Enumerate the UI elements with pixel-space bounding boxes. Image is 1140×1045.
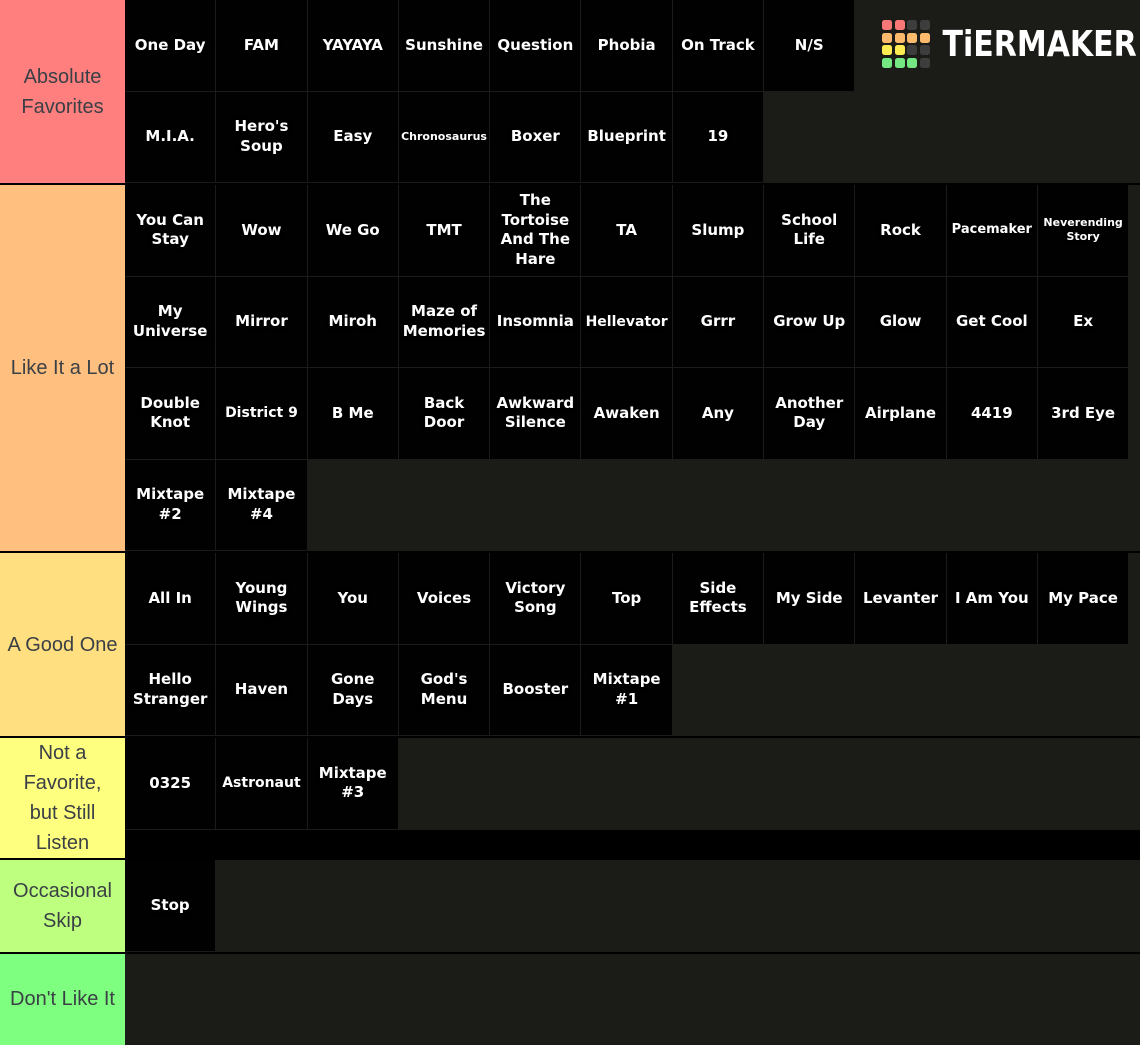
cell-row [125,460,1140,551]
song-item[interactable]: TA [581,185,671,276]
tier-label: Absolute Favorites [0,0,125,183]
tier-row [0,954,1140,1045]
cell-row [125,277,1140,368]
tier-label: Not a Favorite, but Still Listen [0,738,125,858]
song-item[interactable]: You Can Stay [125,185,215,276]
song-item[interactable]: Grow Up [764,277,854,368]
logo-square-dark [907,20,917,30]
song-item[interactable]: Side Effects [673,553,763,644]
song-item[interactable]: Stop [125,860,215,951]
cell-row [125,553,1140,644]
song-item[interactable]: Pacemaker [947,185,1037,276]
song-item[interactable]: Ex [1038,277,1128,368]
tier-dropzone[interactable] [125,185,1140,551]
song-item[interactable]: Hero's Soup [216,92,306,183]
cell-row [125,645,1140,736]
cell-row [125,368,1140,459]
tier-row [0,738,1140,858]
tiermaker-logo [882,19,1137,69]
song-item[interactable]: Double Knot [125,368,215,459]
song-item[interactable]: I Am You [947,553,1037,644]
tier-label: Occasional Skip [0,860,125,952]
cell-row [125,738,1140,829]
song-item[interactable]: Mixtape #3 [308,738,398,829]
song-item[interactable]: Airplane [855,368,945,459]
song-item[interactable]: 0325 [125,738,215,829]
song-item[interactable]: Gone Days [308,645,398,736]
song-item[interactable]: Victory Song [490,553,580,644]
logo-square-red [895,20,905,30]
song-item[interactable]: Levanter [855,553,945,644]
song-item[interactable]: Chronosaurus [399,92,489,183]
song-item[interactable]: Grrr [673,277,763,368]
cell-row [125,185,1140,276]
cell-row [125,860,1140,951]
song-item[interactable]: Miroh [308,277,398,368]
song-item[interactable]: District 9 [216,368,306,459]
song-item[interactable]: Get Cool [947,277,1037,368]
logo-square-dark [920,20,930,30]
song-item[interactable]: Sunshine [399,0,489,91]
logo-square-green [895,58,905,68]
song-item[interactable]: Hellevator [581,277,671,368]
tier-row [0,553,1140,736]
song-item[interactable]: One Day [125,0,215,91]
logo-square-dark [907,45,917,55]
song-item[interactable]: Haven [216,645,306,736]
logo-square-red [882,20,892,30]
song-item[interactable]: 3rd Eye [1038,368,1128,459]
tier-label: Don't Like It [0,954,125,1045]
tiermaker-logo-text: TiERMAKER [943,23,1137,65]
song-item[interactable]: Blueprint [581,92,671,183]
tier-dropzone[interactable] [125,954,1140,1045]
tier-dropzone[interactable] [125,738,1140,830]
song-item[interactable]: Back Door [399,368,489,459]
logo-square-dark [920,58,930,68]
song-item[interactable]: We Go [308,185,398,276]
song-item[interactable]: Mirror [216,277,306,368]
tier-dropzone[interactable] [125,553,1140,736]
song-item[interactable]: Boxer [490,92,580,183]
tier-dropzone[interactable] [125,860,1140,952]
song-item[interactable]: Awkward Silence [490,368,580,459]
song-item[interactable]: Young Wings [216,553,306,644]
song-item[interactable]: Top [581,553,671,644]
song-item[interactable]: My Pace [1038,553,1128,644]
song-item[interactable]: School Life [764,185,854,276]
song-item[interactable]: My Universe [125,277,215,368]
song-item[interactable]: Phobia [581,0,671,91]
logo-square-green [907,58,917,68]
logo-square-orange [882,33,892,43]
song-item[interactable]: Mixtape #1 [581,645,671,736]
tier-label: A Good One [0,553,125,736]
logo-square-dark [920,45,930,55]
song-item[interactable]: Mixtape #4 [216,460,306,551]
logo-square-yellow [882,45,892,55]
song-item[interactable]: Question [490,0,580,91]
song-item[interactable]: Astronaut [216,738,306,829]
tier-row [0,185,1140,551]
song-item[interactable]: God's Menu [399,645,489,736]
song-item[interactable]: Hello Stranger [125,645,215,736]
song-item[interactable]: Any [673,368,763,459]
cell-row [125,92,1140,183]
song-item[interactable]: TMT [399,185,489,276]
song-item[interactable]: YAYAYA [308,0,398,91]
song-item[interactable]: My Side [764,553,854,644]
song-item[interactable]: Neverending Story [1038,185,1128,276]
song-item[interactable]: You [308,553,398,644]
song-item[interactable]: The Tortoise And The Hare [490,185,580,276]
tiermaker-grid-icon [882,20,930,68]
song-item[interactable]: Mixtape #2 [125,460,215,551]
song-item[interactable]: FAM [216,0,306,91]
logo-square-green [882,58,892,68]
logo-square-orange [895,33,905,43]
song-item[interactable]: Another Day [764,368,854,459]
logo-square-orange [920,33,930,43]
song-item[interactable]: Easy [308,92,398,183]
song-item[interactable]: N/S [764,0,854,91]
song-item[interactable]: Maze of Memories [399,277,489,368]
song-item[interactable]: Awaken [581,368,671,459]
song-item[interactable]: Slump [673,185,763,276]
song-item[interactable]: Wow [216,185,306,276]
tier-row [0,860,1140,952]
song-item[interactable]: Glow [855,277,945,368]
song-item[interactable]: Booster [490,645,580,736]
song-item[interactable]: Rock [855,185,945,276]
song-item[interactable]: Voices [399,553,489,644]
song-item[interactable]: Insomnia [490,277,580,368]
logo-square-orange [907,33,917,43]
song-item[interactable]: B Me [308,368,398,459]
song-item[interactable]: M.I.A. [125,92,215,183]
song-item[interactable]: 19 [673,92,763,183]
song-item[interactable]: On Track [673,0,763,91]
song-item[interactable]: 4419 [947,368,1037,459]
song-item[interactable]: All In [125,553,215,644]
tier-label: Like It a Lot [0,185,125,551]
logo-square-yellow [895,45,905,55]
